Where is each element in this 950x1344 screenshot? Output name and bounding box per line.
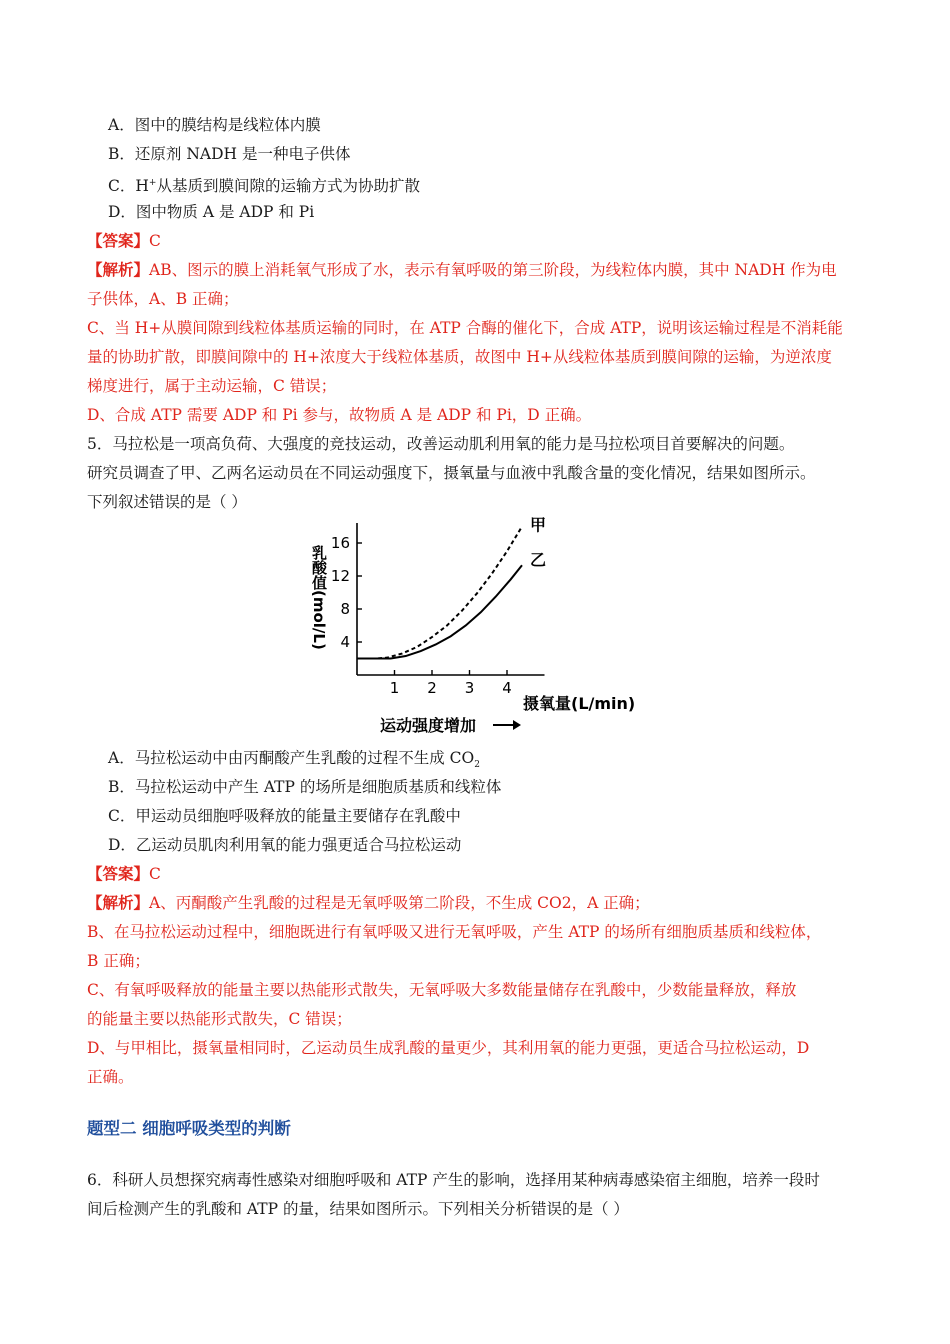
q5-analysis-line-5: 的能量主要以热能形式散失，C 错误； <box>87 1010 352 1028</box>
x-caption: 运动强度增加 <box>380 716 477 735</box>
q4-analysis-line-2: 子供体，A、B 正确； <box>87 290 239 308</box>
q5-option-a <box>108 748 480 775</box>
q4-analysis-tag: 【解析】 <box>87 260 150 279</box>
q4-analysis-line-4: 量的协助扩散，即膜间隙中的 H+浓度大于线粒体基质，故图中 H+从线粒体基质到膜间隙的运输，为逆浓度 <box>87 348 832 366</box>
q4-option-c-pre: C．H <box>108 177 149 196</box>
q5-answer <box>87 864 161 884</box>
q5-option-c: C．甲运动员细胞呼吸释放的能量主要储存在乳酸中 <box>108 807 461 825</box>
q5-analysis-text: A、丙酮酸产生乳酸的过程是无氧呼吸第二阶段，不生成 CO2，A 正确； <box>149 894 650 912</box>
q6-stem-line-2: 间后检测产生的乳酸和 ATP 的量，结果如图所示。下列相关分析错误的是（ ） <box>87 1200 629 1218</box>
y-tick-label-8: 8 <box>340 600 350 618</box>
chart-axes <box>357 523 545 730</box>
chart-series <box>357 527 522 659</box>
q4-option-c-post: 从基质到膜间隙的运输方式为协助扩散 <box>156 177 420 196</box>
q4-option-c-sup: + <box>148 178 157 188</box>
q4-analysis-text: AB、图示的膜上消耗氧气形成了水，表示有氧呼吸的第三阶段，为线粒体内膜，其中 NADH 作为电 <box>149 261 837 279</box>
q4-analysis-line-5: 梯度进行，属于主动运输，C 错误； <box>87 377 337 395</box>
series-label-2: 乙 <box>530 550 547 570</box>
q5-analysis-line-1 <box>87 893 650 913</box>
q5-analysis-line-4: C、有氧呼吸释放的能量主要以热能形式散失，无氧呼吸大多数能量储存在乳酸中，少数能量释放，释放 <box>87 981 797 999</box>
caption-arrow-head <box>513 720 521 730</box>
q4-option-b: B．还原剂 NADH 是一种电子供体 <box>108 145 351 163</box>
y-tick-label-16: 16 <box>330 534 350 552</box>
series-label-1: 甲 <box>530 515 547 535</box>
q4-answer <box>87 231 161 251</box>
q4-analysis-line-6: D、合成 ATP 需要 ADP 和 Pi 参与，故物质 A 是 ADP 和 Pi，D 正确。 <box>87 406 592 424</box>
q5-analysis-line-6: D、与甲相比，摄氧量相同时，乙运动员生成乳酸的量更少，其利用氧的能力更强，更适合马拉松运动，D <box>87 1039 810 1057</box>
q5-option-d: D．乙运动员肌肉利用氧的能力强更适合马拉松运动 <box>108 836 462 854</box>
x-axis-label: 摄氧量(L/min) <box>523 694 636 713</box>
y-axis-label: 乳酸值(mol/L) <box>310 545 328 650</box>
q4-analysis-line-3: C、当 H+从膜间隙到线粒体基质运输的同时，在 ATP 合酶的催化下，合成 ATP，说明该运输过程是不消耗能 <box>87 319 843 337</box>
q4-option-a: A．图中的膜结构是线粒体内膜 <box>108 116 321 134</box>
q5-option-a-sub: 2 <box>474 760 480 771</box>
q5-stem-line-1: 5．马拉松是一项高负荷、大强度的竞技运动，改善运动肌利用氧的能力是马拉松项目首要解决的问题。 <box>87 435 795 453</box>
series-line-1 <box>357 527 522 659</box>
x-tick-label-4: 4 <box>502 679 512 697</box>
section-heading: 题型二 细胞呼吸类型的判断 <box>87 1119 291 1138</box>
q5-stem-line-3: 下列叙述错误的是（ ） <box>87 493 247 511</box>
q6-stem-line-1: 6．科研人员想探究病毒性感染对细胞呼吸和 ATP 产生的影响，选择用某种病毒感染宿主细胞，培养一段时 <box>87 1171 820 1189</box>
q5-stem-line-2: 研究员调查了甲、乙两名运动员在不同运动强度下，摄氧量与血液中乳酸含量的变化情况，结果如图所示。 <box>87 464 816 482</box>
q5-analysis-line-3: B 正确； <box>87 952 150 970</box>
q5-analysis-tag: 【解析】 <box>87 893 150 912</box>
y-tick-label-4: 4 <box>340 633 350 651</box>
q4-option-c <box>108 173 420 196</box>
q5-analysis-line-2: B、在马拉松运动过程中，细胞既进行有氧呼吸又进行无氧呼吸，产生 ATP 的场所有细胞质基质和线粒体， <box>87 923 822 941</box>
q4-option-d: D．图中物质 A 是 ADP 和 Pi <box>108 203 315 221</box>
x-tick-label-2: 2 <box>427 679 437 697</box>
q5-option-a-pre: A．马拉松运动中由丙酮酸产生乳酸的过程不生成 CO <box>108 749 475 767</box>
q5-analysis-line-7: 正确。 <box>87 1068 134 1086</box>
y-tick-label-12: 12 <box>330 567 350 585</box>
q4-answer-value: C <box>149 232 161 250</box>
q4-analysis-line-1 <box>87 260 837 280</box>
q5-answer-tag: 【答案】 <box>87 864 150 883</box>
chart-labels <box>310 516 635 736</box>
q4-answer-tag: 【答案】 <box>87 231 150 250</box>
q5-answer-value: C <box>149 865 161 883</box>
lactate-chart <box>305 515 645 740</box>
q5-option-b: B．马拉松运动中产生 ATP 的场所是细胞质基质和线粒体 <box>108 778 502 796</box>
x-tick-label-3: 3 <box>464 679 475 697</box>
x-tick-label-1: 1 <box>389 679 400 697</box>
series-line-2 <box>357 565 522 658</box>
